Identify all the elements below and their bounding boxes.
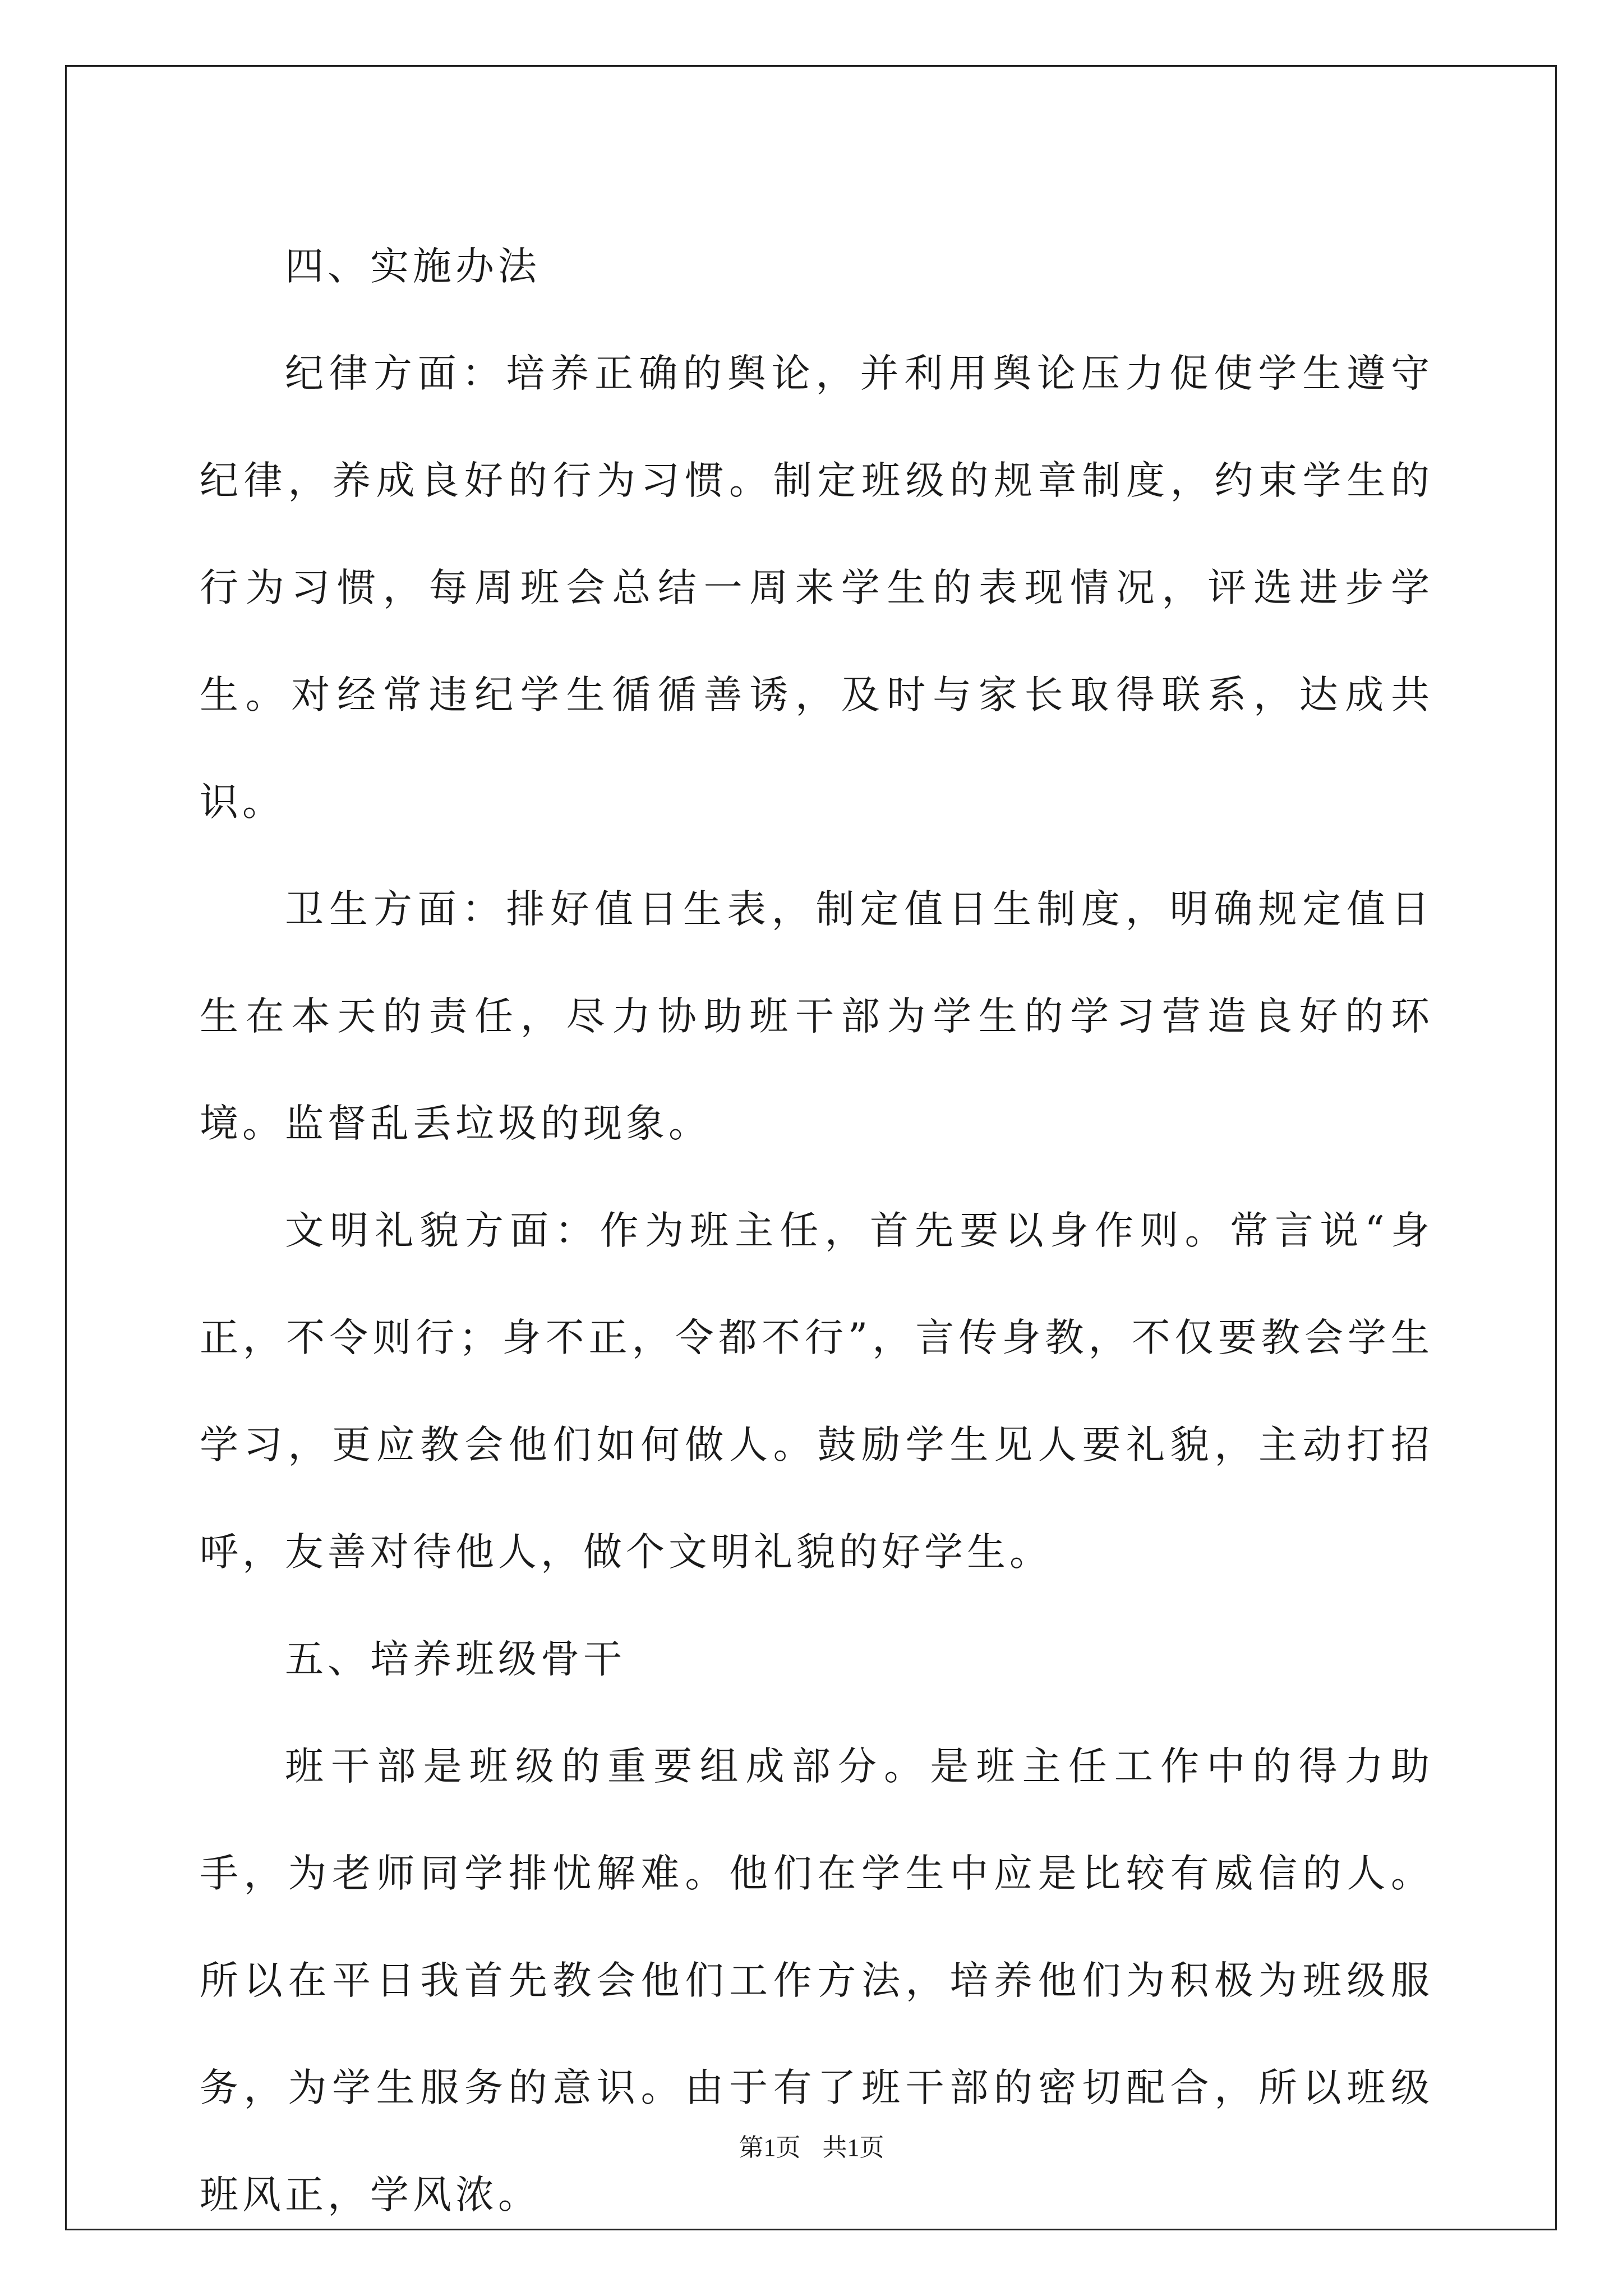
page-number: 第1页 — [739, 2134, 801, 2161]
paragraph-discipline: 纪律方面：培养正确的舆论，并利用舆论压力促使学生遵守纪律，养成良好的行为习惯。制定班级的规章制度，约束学生的行为习惯，每周班会总结一周来学生的表现情况，评选进步学生。对经常违纪学生循循善诱，及时与家长取得联系，达成共识。 — [200, 351, 1433, 825]
paragraph-hygiene: 卫生方面：排好值日生表，制定值日生制度，明确规定值日生在本天的责任，尽力协助班干部为学生的学习营造良好的环境。监督乱丢垃圾的现象。 — [200, 887, 1433, 1146]
page-footer — [0, 2127, 1623, 2163]
section-heading-class-leaders: 五、培养班级骨干 — [285, 1637, 626, 1682]
document-body — [200, 213, 1433, 2249]
section-heading-implementation: 四、实施办法 — [285, 244, 541, 289]
page-total: 共1页 — [822, 2134, 884, 2161]
paragraph-courtesy: 文明礼貌方面：作为班主任，首先要以身作则。常言说“身正，不令则行；身不正，令都不行”，言传身教，不仅要教会学生学习，更应教会他们如何做人。鼓励学生见人要礼貌，主动打招呼，友善对待他人，做个文明礼貌的好学生。 — [200, 1208, 1433, 1575]
paragraph-class-leaders: 班干部是班级的重要组成部分。是班主任工作中的得力助手，为老师同学排忧解难。他们在学生中应是比较有威信的人。所以在平日我首先教会他们工作方法，培养他们为积极为班级服务，为学生服务的意识。由于有了班干部的密切配合，所以班级班风正，学风浓。 — [200, 1744, 1433, 2217]
